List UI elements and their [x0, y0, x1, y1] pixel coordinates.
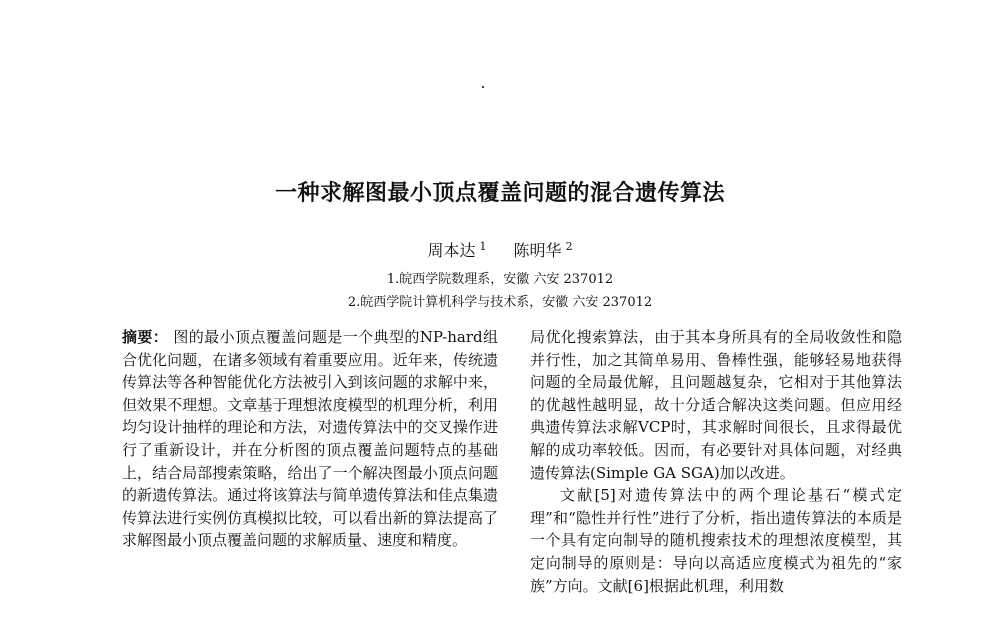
author-2 [514, 241, 573, 260]
author-1 [427, 241, 486, 260]
author-2-affil-mark: 2 [565, 239, 573, 253]
author-1-name: 周本达 [427, 241, 476, 260]
author-1-affil-mark: 1 [479, 239, 487, 253]
affiliation-2: 2.皖西学院计算机科学与技术系，安徽 六安 237012 [347, 295, 653, 310]
abstract-column [122, 326, 498, 552]
author-2-name: 陈明华 [513, 241, 562, 260]
abstract-text: 图的最小顶点覆盖问题是一个典型的NP-hard组合优化问题，在诸多领域有着重要应用。近年来，传统遗传算法等各种智能优化方法被引入到该问题的求解中来，但效果不理想。文章基于理想浓度模型的机理分析，利用均匀设计抽样的理论和方法，对遗传算法中的交叉操作进行了重新设计，并在分析图的顶点覆盖问题特点的基础上，结合局部搜索策略，给出了一个解决图最小顶点问题的新遗传算法。通过将该算法与简单遗传算法和佳点集遗传算法进行实例仿真模拟比较，可以看出新的算法提高了求解图最小顶点覆盖问题的求解质量、速度和精度。 [122, 328, 498, 550]
affiliation-1: 1.皖西学院数理系，安徽 六安 237012 [386, 272, 614, 287]
cut-off-text-line [330, 621, 490, 626]
abstract-paragraph [122, 326, 498, 552]
body-paragraph-2: 文献[5]对遗传算法中的两个理论基石“模式定理”和“隐性并行性”进行了分析，指出遗传算法的本质是一个具有定向制导的随机搜索技术的理想浓度模型，其定向制导的原则是：导向以高适应度模式为祖先的“家族”方向。文献[6]根据此机理，利用数 [530, 486, 902, 595]
body-paragraph-1: 局优化搜索算法，由于其本身所具有的全局收敛性和隐并行性，加之其简单易用、鲁棒性强，能够轻易地获得问题的全局最优解，且问题越复杂，它相对于其他算法的优越性越明显，故十分适合解决这类问题。但应用经典遗传算法求解VCP时，其求解时间很长，且求得最优解的成功率较低。因而，有必要针对具体问题，对经典遗传算法(Simple GA SGA)加以改进。 [530, 328, 902, 482]
abstract-label: 摘要： [122, 328, 169, 346]
author-line [0, 238, 1000, 261]
scan-speck [482, 86, 484, 88]
body-column-right [530, 326, 902, 597]
paper-title: 一种求解图最小顶点覆盖问题的混合遗传算法 [274, 180, 725, 206]
